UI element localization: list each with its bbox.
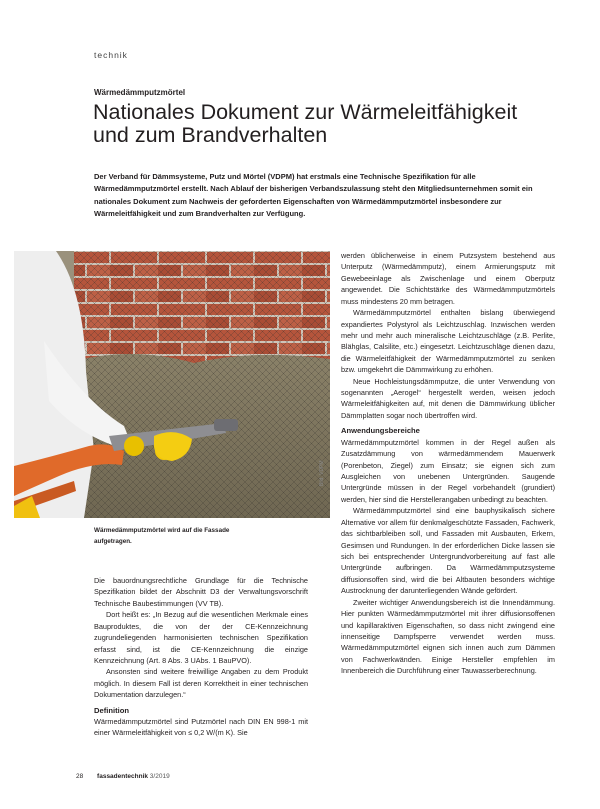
article-photo (14, 251, 330, 518)
subheading: Anwendungsbereiche (341, 426, 420, 436)
section-label: technik (94, 50, 128, 60)
article-title: Nationales Dokument zur Wärmeleitfähigkeit und zum Brandverhalten (93, 100, 518, 147)
paragraph: Die bauordnungsrechtliche Grundlage für die Technische Spezifikation bildet der Abschnitt D3 der Verwaltungsvorschrift Technische Baubestimmungen (VV TB). (94, 576, 308, 608)
right-column (341, 250, 555, 677)
paragraph: Wärmedämmputzmörtel enthalten bislang überwiegend expandiertes Polystyrol als Leichtzuschlag. Inzwischen werden mehr und mehr auch mineralische Leichtzuschläge (z.B. Perlite, Blähglas, Calsilite, etc.) eingesetzt. Leichtzuschläge dienen dazu, die Wärmeleitfähigkeit der Wärmedämmputzmörtel zu senken bzw. umgekehrt die Dämmwirkung zu erhöhen. (341, 308, 555, 375)
paragraph: werden üblicherweise in einem Putzsystem bestehend aus Unterputz (Wärmedämmputz), einem Armierungsputz mit Gewebeeinlage als Zwischenlage und einem Oberputz angewendet. Die Schichtstärke des Wärmedämmputzmörtels muss mindestens 20 mm betragen. (341, 251, 555, 306)
paragraph: Dort heißt es: „In Bezug auf die wesentlichen Merkmale eines Bauproduktes, die von der der CE-Kennzeichnung zugrundeliegenden harmonisierten technischen Spezifikation erfasst sind, ist die CE-Kennzeichnung die einzige Kennzeichnung (Art. 8 Abs. 3 UAbs. 1 BauPVO). (94, 610, 308, 665)
page-footer (76, 773, 170, 780)
article-kicker: Wärmedämmputzmörtel (94, 88, 186, 97)
subheading: Definition (94, 705, 130, 715)
article-lead: Der Verband für Dämmsysteme, Putz und Mörtel (VDPM) hat erstmals eine Technische Spezifikation für alle Wärmedämmputzmörtel erstellt. Nach Ablauf der bisherigen Verbandszulassung steht den Mitgliedsunternehmen somit ein nationales Dokument zum Nachweis der geforderten Eigenschaften von Wärmedämmputzmörtel insbesondere zur Wärmeleitfähigkeit und zum Brandverhalten zur Verfügung. (94, 172, 533, 218)
issue-number: 3/2019 (149, 773, 170, 780)
photo-caption: Wärmedämmputzmörtel wird auf die Fassade aufgetragen. (94, 527, 230, 545)
paragraph: Neue Hochleistungsdämmputze, die unter Verwendung von sogenannten „Aerogel“ hergestellt werden, weisen jedoch Wärmeleitfähigkeiten auf, mit denen die Dämmwirkung üblicher Dämmplatten sogar noch übertroffen wird. (341, 376, 555, 420)
paragraph: Wärmedämmputzmörtel sind Putzmörtel nach DIN EN 998-1 mit einer Wärmeleitfähigkeit von ≤ 0,2 W/(m K). Sie (94, 717, 308, 738)
photo-credit: Bild: VDPM (319, 460, 325, 486)
paragraph: Ansonsten sind weitere freiwillige Angaben zu dem Produkt möglich. In diesem Fall ist deren Korrektheit in einer technischen Dokumentation darzulegen.“ (94, 667, 308, 700)
paragraph: Wärmedämmputzmörtel sind eine bauphysikalisch sichere Alternative vor allem für denkmalgeschützte Fassaden, Fachwerk, das sichtbarbleiben soll, und Fassaden mit Ausbauten, Erkern, Gesimsen und Rundungen. In der erforderlichen Dicke lassen sie sich bei entsprechender Untergrundvorbereitung auf fast alle Untergründe aufbringen. Da Wärmedämmputzsysteme diffusionsoffen sind, wird die bei Altbauten besonders wichtige Austrocknung der darunterliegenden Wände gefördert. (341, 506, 555, 596)
paragraph: Zweiter wichtiger Anwendungsbereich ist die Innendämmung. Hier punkten Wärmedämmputzmörtel mit ihrer diffusionsoffenen und kapillaraktiven Eigenschaften, so dass nicht zwingend eine innenseitige Dampfsperre verwendet werden muss. Wärmedämmputzmörtel eignen sich innen auch zum Dämmen von Fachwerkwänden. Einige Hersteller empfehlen im Innenbereich die Durchführung einer Tauwasserberechnung. (341, 597, 555, 676)
page-number: 28 (76, 773, 84, 780)
left-column (94, 575, 308, 739)
magazine-name: fassadentechnik (97, 773, 148, 780)
paragraph: Wärmedämmputzmörtel kommen in der Regel außen als Zusatzdämmung von wärmedämmendem Mauerwerk (Porenbeton, Ziegel) zum Einsatz; sie eignen sich zum Ausgleichen von unebenen Untergründen. Saugende Untergründe müssen in der Regel vorbehandelt (grundiert) werden, hier sind die Herstellerangaben unbedingt zu beachten. (341, 437, 555, 504)
